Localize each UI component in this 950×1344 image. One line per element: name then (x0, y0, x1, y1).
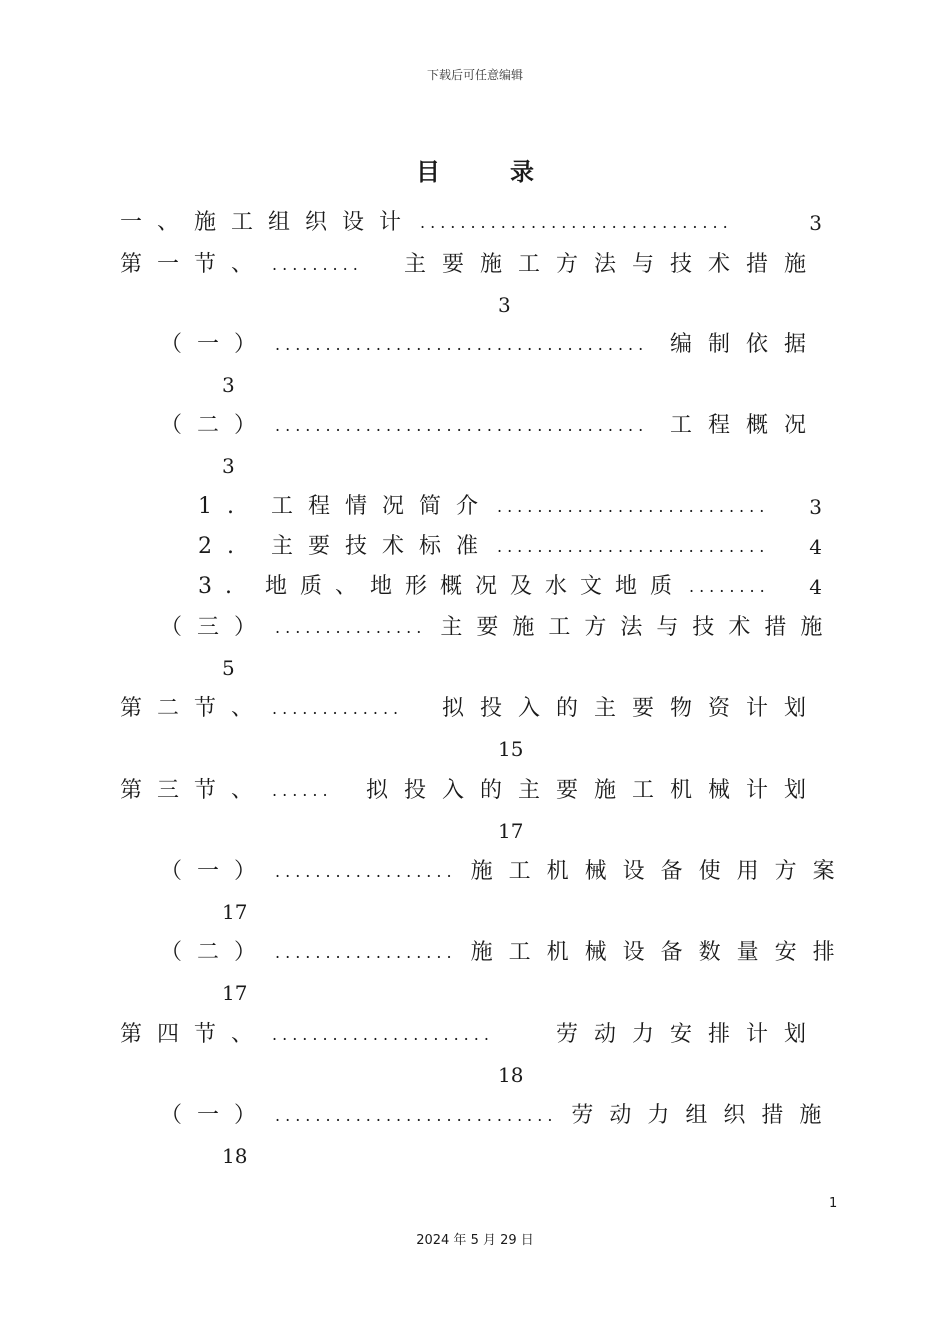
toc-entry-label: 第三节、 (120, 778, 269, 803)
toc-page-number: 3 (498, 293, 511, 317)
toc-entry[interactable] (160, 857, 851, 887)
toc-entry[interactable] (160, 613, 837, 643)
toc-leader: ............. (272, 699, 404, 718)
toc-entry[interactable] (198, 492, 822, 522)
toc-page-number: 3 (809, 211, 822, 235)
toc-title-part1: 目 (416, 157, 440, 186)
toc-leader: .................. (275, 943, 457, 962)
toc-entry-title: 施工机械设备数量安排 (470, 940, 851, 965)
toc-page-number: 3 (809, 495, 822, 519)
page-header: 下载后可任意编辑 (426, 68, 523, 82)
toc-page-number: 3 (222, 454, 235, 478)
toc-entry-title: 主要施工方法与技术措施 (403, 252, 822, 277)
toc-page-number: 15 (498, 737, 524, 761)
toc-leader: ......... (272, 255, 363, 274)
toc-entry[interactable] (198, 572, 822, 602)
toc-entry[interactable] (120, 208, 822, 238)
toc-entry[interactable] (120, 776, 822, 806)
toc-page-number: 4 (809, 575, 822, 599)
toc-entry[interactable] (160, 330, 822, 360)
toc-entry-label: 3. 地质、地形概况及水文地质 (198, 574, 685, 599)
toc-entry[interactable] (120, 694, 822, 724)
toc-entry[interactable] (160, 411, 822, 441)
toc-leader: ..................................... (275, 416, 649, 435)
toc-leader: ..................................... (275, 335, 649, 354)
page-number: 1 (829, 1196, 838, 1211)
toc-entry[interactable] (120, 1020, 822, 1050)
toc-entry-title: 施工机械设备使用方案 (470, 859, 851, 884)
toc-leader: ............................ (275, 1106, 558, 1125)
toc-entry-label: 第四节、 (120, 1022, 269, 1047)
toc-leader: ............................... (420, 213, 733, 232)
toc-entry-label: （二） (160, 413, 272, 438)
toc-page-number: 18 (498, 1063, 524, 1087)
toc-leader: .................. (275, 862, 457, 881)
toc-entry-label: （一） (160, 1103, 272, 1128)
toc-title-part2: 录 (510, 157, 534, 186)
toc-entry-label: （二） (160, 940, 272, 965)
toc-entry-label: 第一节、 (120, 252, 269, 277)
toc-entry-label: （一） (160, 332, 272, 357)
toc-page-number: 18 (222, 1144, 248, 1168)
toc-leader: ...... (272, 781, 333, 800)
toc-leader: ...................... (272, 1025, 494, 1044)
toc-entry-label: （三） (160, 615, 272, 640)
toc-entry-label: 2. 主要技术标准 (198, 534, 493, 559)
toc-entry-title: 工程概况 (669, 413, 822, 438)
toc-entry-title: 劳动力组织措施 (571, 1103, 838, 1128)
toc-entry-title: 拟投入的主要施工机械计划 (365, 778, 822, 803)
toc-entry-title: 主要施工方法与技术措施 (440, 615, 837, 640)
toc-page-number: 5 (222, 656, 235, 680)
toc-page-number: 17 (498, 819, 524, 843)
toc-leader: ............... (275, 618, 427, 637)
toc-entry[interactable] (160, 938, 851, 968)
toc-page-number: 3 (222, 373, 235, 397)
toc-entry-title: 劳动力安排计划 (555, 1022, 822, 1047)
toc-entry-label: 第二节、 (120, 696, 269, 721)
toc-page-number: 17 (222, 900, 248, 924)
toc-entry[interactable] (160, 1101, 838, 1131)
toc-entry-title: 拟投入的主要物资计划 (441, 696, 822, 721)
toc-page-number: 4 (809, 535, 822, 559)
toc-entry[interactable] (120, 250, 822, 280)
toc-entry[interactable] (198, 532, 822, 562)
toc-leader: ........ (688, 577, 770, 596)
toc-leader: ........................... (496, 497, 770, 516)
page-footer-date: 2024 年 5 月 29 日 (416, 1233, 534, 1248)
toc-leader: ........................... (496, 537, 770, 556)
toc-page-number: 17 (222, 981, 248, 1005)
toc-entry-title: 编制依据 (669, 332, 822, 357)
toc-entry-label: 一、施工组织设计 (120, 210, 417, 235)
toc-entry-label: 1. 工程情况简介 (198, 494, 493, 519)
toc-entry-label: （一） (160, 859, 272, 884)
